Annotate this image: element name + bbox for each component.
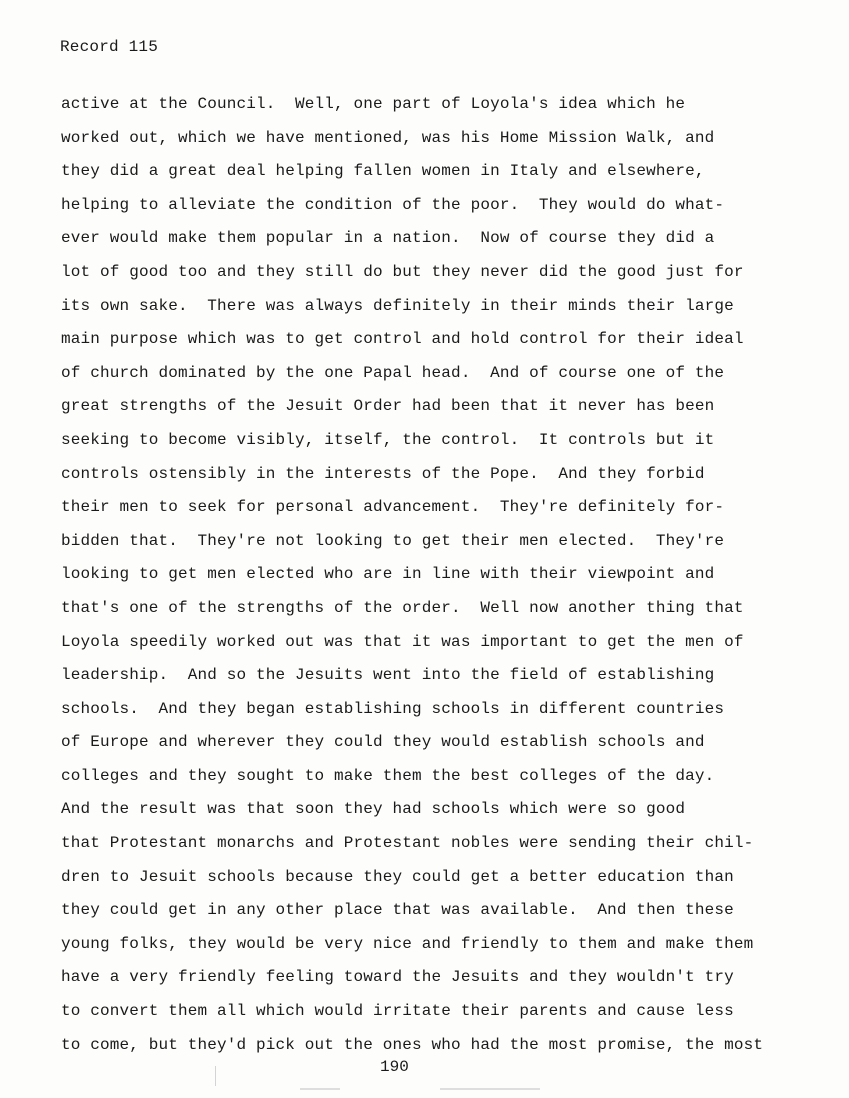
text-line-18: leadership. And so the Jesuits went into the field of establishing	[61, 666, 715, 685]
text-line-24: dren to Jesuit schools because they could get a better education than	[61, 867, 734, 886]
text-line-25: they could get in any other place that was available. And then these	[61, 901, 734, 920]
body-text	[61, 88, 821, 1062]
text-line-1: active at the Council. Well, one part of Loyola's idea which he	[61, 95, 686, 113]
text-line-10: great strengths of the Jesuit Order had been that it never has been	[61, 397, 715, 416]
text-line-9: of church dominated by the one Papal head. And of course one of the	[61, 363, 725, 382]
text-line-26: young folks, they would be very nice and friendly to them and make them	[61, 934, 754, 953]
text-line-20: of Europe and wherever they could they would establish schools and	[61, 733, 705, 752]
text-line-29: to come, but they'd pick out the ones who had the most promise, the most	[61, 1035, 764, 1054]
text-line-3: they did a great deal helping fallen women in Italy and elsewhere,	[61, 162, 705, 181]
text-line-28: to convert them all which would irritate their parents and cause less	[61, 1002, 734, 1021]
text-line-19: schools. And they began establishing schools in different countries	[61, 699, 725, 718]
scan-artifact-line	[215, 1066, 216, 1086]
record-header: Record 115	[60, 38, 159, 56]
text-line-17: Loyola speedily worked out was that it was important to get the men of	[61, 632, 744, 651]
text-line-22: And the result was that soon they had schools which were so good	[61, 800, 686, 819]
text-line-15: looking to get men elected who are in line with their viewpoint and	[61, 565, 715, 584]
scan-artifact-smudge	[300, 1088, 340, 1090]
text-line-6: lot of good too and they still do but they never did the good just for	[61, 262, 744, 281]
text-line-23: that Protestant monarchs and Protestant nobles were sending their chil-	[61, 834, 754, 853]
text-line-27: have a very friendly feeling toward the Jesuits and they wouldn't try	[61, 968, 734, 987]
text-line-13: their men to seek for personal advancement. They're definitely for-	[61, 498, 725, 517]
text-line-11: seeking to become visibly, itself, the control. It controls but it	[61, 430, 715, 449]
page-number: 190	[380, 1058, 409, 1076]
text-line-8: main purpose which was to get control and hold control for their ideal	[61, 330, 744, 349]
scan-artifact-smudge	[440, 1088, 540, 1090]
text-line-12: controls ostensibly in the interests of the Pope. And they forbid	[61, 464, 705, 483]
text-line-2: worked out, which we have mentioned, was his Home Mission Walk, and	[61, 128, 715, 147]
text-line-4: helping to alleviate the condition of the poor. They would do what-	[61, 195, 725, 214]
text-line-21: colleges and they sought to make them the best colleges of the day.	[61, 766, 715, 785]
text-line-14: bidden that. They're not looking to get their men elected. They're	[61, 531, 725, 550]
text-line-5: ever would make them popular in a nation. Now of course they did a	[61, 229, 715, 248]
text-line-16: that's one of the strengths of the order. Well now another thing that	[61, 598, 744, 617]
text-line-7: its own sake. There was always definitely in their minds their large	[61, 296, 734, 315]
